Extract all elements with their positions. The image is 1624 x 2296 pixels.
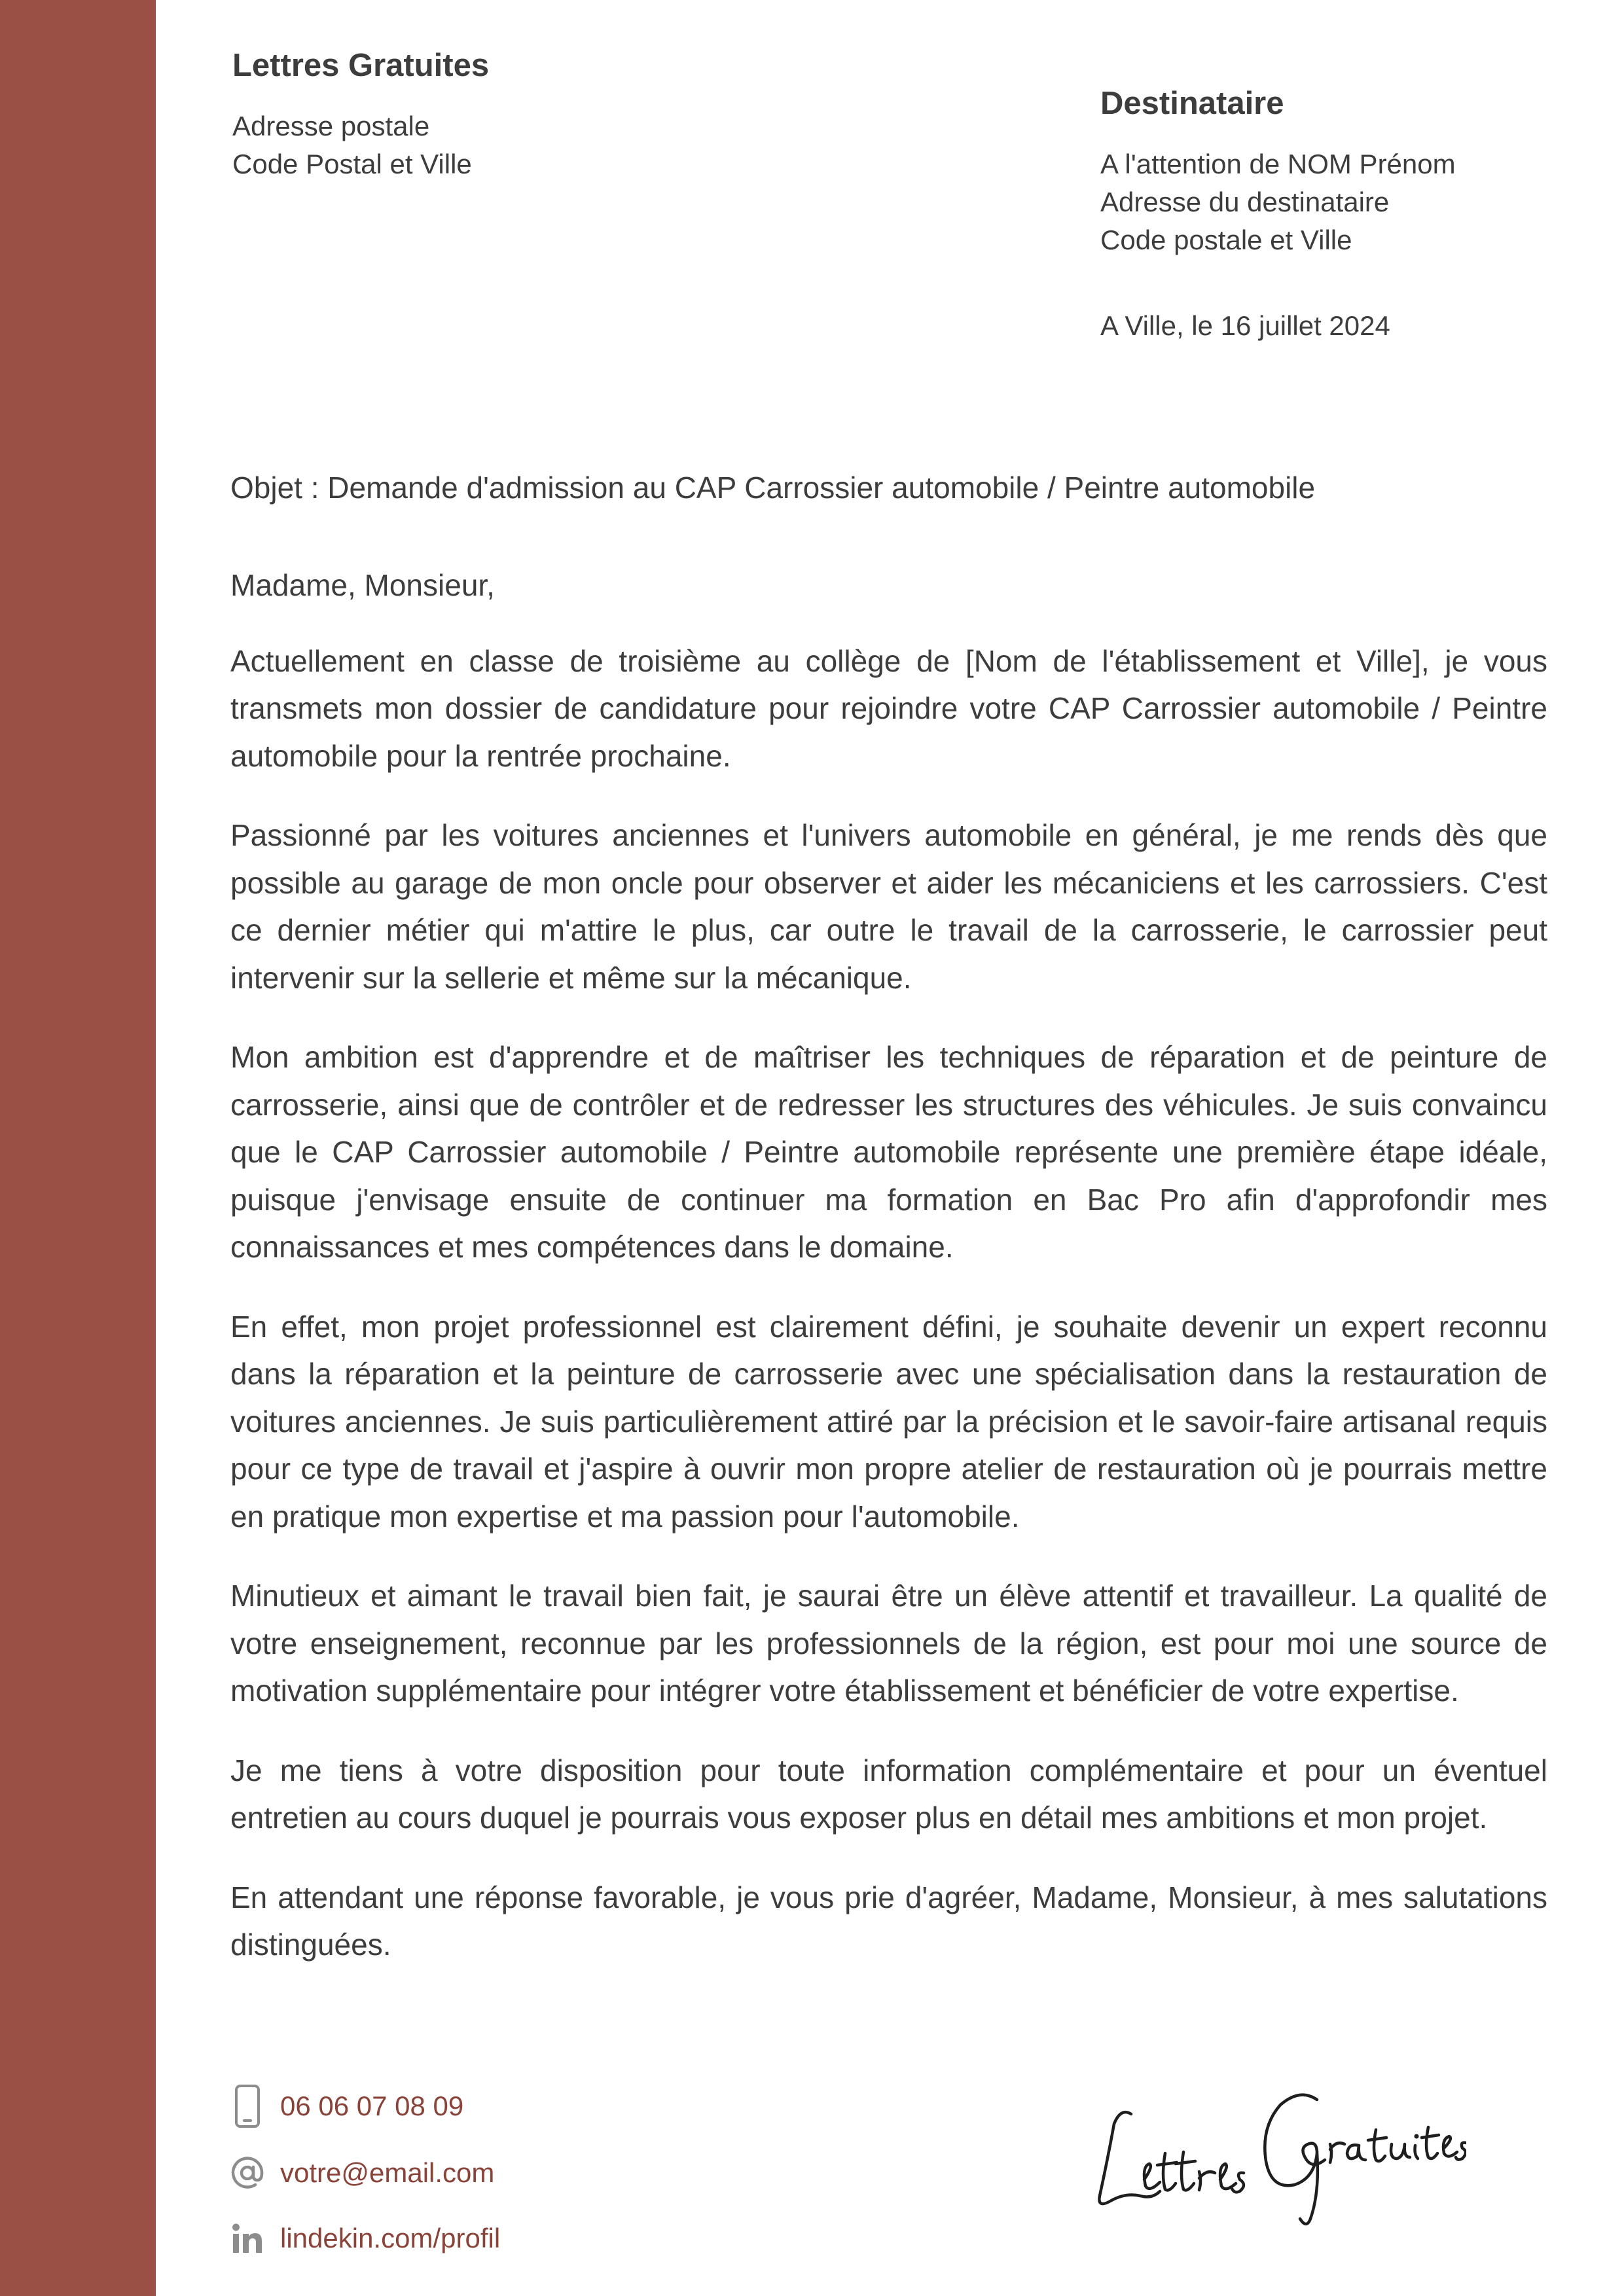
recipient-address-line: Adresse du destinataire	[1100, 187, 1390, 217]
recipient-address-block	[1100, 145, 1456, 259]
sender-address-line: Adresse postale	[232, 111, 430, 141]
body-paragraph: Passionné par les voitures anciennes et l'univers automobile en général, je me rends dès que possible au garage de mon oncle pour observer et aider les mécaniciens et les carrossiers. C'est ce dernier métier qui m'attire le plus, car outre le travail de la carrosserie, le carrossier peut intervenir sur la sellerie et même sur la mécanique.	[230, 818, 1547, 995]
body-paragraph: Mon ambition est d'apprendre et de maîtriser les techniques de réparation et de peinture de carrosserie, ainsi que de contrôler et de redresser les structures des véhicules. Je suis convaincu que le CAP Carrossier automobile / Peintre automobile représente une première étape idéale, puisque j'envisage ensuite de continuer ma formation en Bac Pro afin d'approfondir mes connaissances et mes compétences dans le domaine.	[230, 1040, 1547, 1264]
at-sign-icon	[230, 2149, 264, 2197]
contact-linkedin	[230, 2212, 728, 2265]
closing-paragraph: En attendant une réponse favorable, je vous prie d'agréer, Madame, Monsieur, à mes salutations distinguées.	[230, 1880, 1547, 1962]
sender-name: Lettres Gratuites	[232, 48, 490, 83]
date-line: A Ville, le 16 juillet 2024	[1100, 310, 1390, 341]
letter-body	[230, 562, 1547, 2001]
recipient-city-line: Code postale et Ville	[1100, 224, 1352, 255]
sender-city-line: Code Postal et Ville	[232, 149, 472, 179]
recipient-title: Destinataire	[1100, 86, 1284, 121]
recipient-attention-line: A l'attention de NOM Prénom	[1100, 149, 1456, 179]
phone-icon	[230, 2083, 264, 2130]
body-paragraph: Actuellement en classe de troisième au collège de [Nom de l'établissement et Ville], je vous transmets mon dossier de candidature pour rejoindre votre CAP Carrossier automobile / Peintre automobile pour la rentrée prochaine.	[230, 643, 1547, 773]
body-paragraph: Je me tiens à votre disposition pour toute information complémentaire et pour un éventuel entretien au cours duquel je pourrais vous exposer plus en détail mes ambitions et mon projet.	[230, 1753, 1547, 1835]
left-accent-bar	[0, 0, 156, 2296]
phone-number[interactable]: 06 06 07 08 09	[280, 2090, 464, 2121]
salutation: Madame, Monsieur,	[230, 568, 495, 602]
body-paragraph: En effet, mon projet professionnel est clairement défini, je souhaite devenir un expert reconnu dans la réparation et la peinture de carrosserie avec une spécialisation dans la restauration de voitures anciennes. Je suis particulièrement attiré par la précision et le savoir-faire artisanal requis pour ce type de travail et j'aspire à ouvrir mon propre atelier de restauration où je pourrais mettre en pratique mon expertise et ma passion pour l'automobile.	[230, 1309, 1547, 1534]
body-paragraph: Minutieux et aimant le travail bien fait, je saurai être un élève attentif et travailleur. La qualité de votre enseignement, reconnue par les professionnels de la région, est pour moi une source de motivation supplémentaire pour intégrer votre établissement et bénéficier de votre expertise.	[230, 1579, 1547, 1708]
contact-email	[230, 2147, 728, 2199]
linkedin-icon	[230, 2215, 264, 2262]
linkedin-url[interactable]: lindekin.com/profil	[280, 2223, 501, 2253]
sender-address-block	[232, 107, 472, 183]
handwritten-signature	[1074, 2062, 1466, 2232]
email-address[interactable]: votre@email.com	[280, 2157, 495, 2188]
letter-subject: Objet : Demande d'admission au CAP Carrossier automobile / Peintre automobile	[230, 471, 1316, 505]
contact-phone	[230, 2080, 728, 2132]
